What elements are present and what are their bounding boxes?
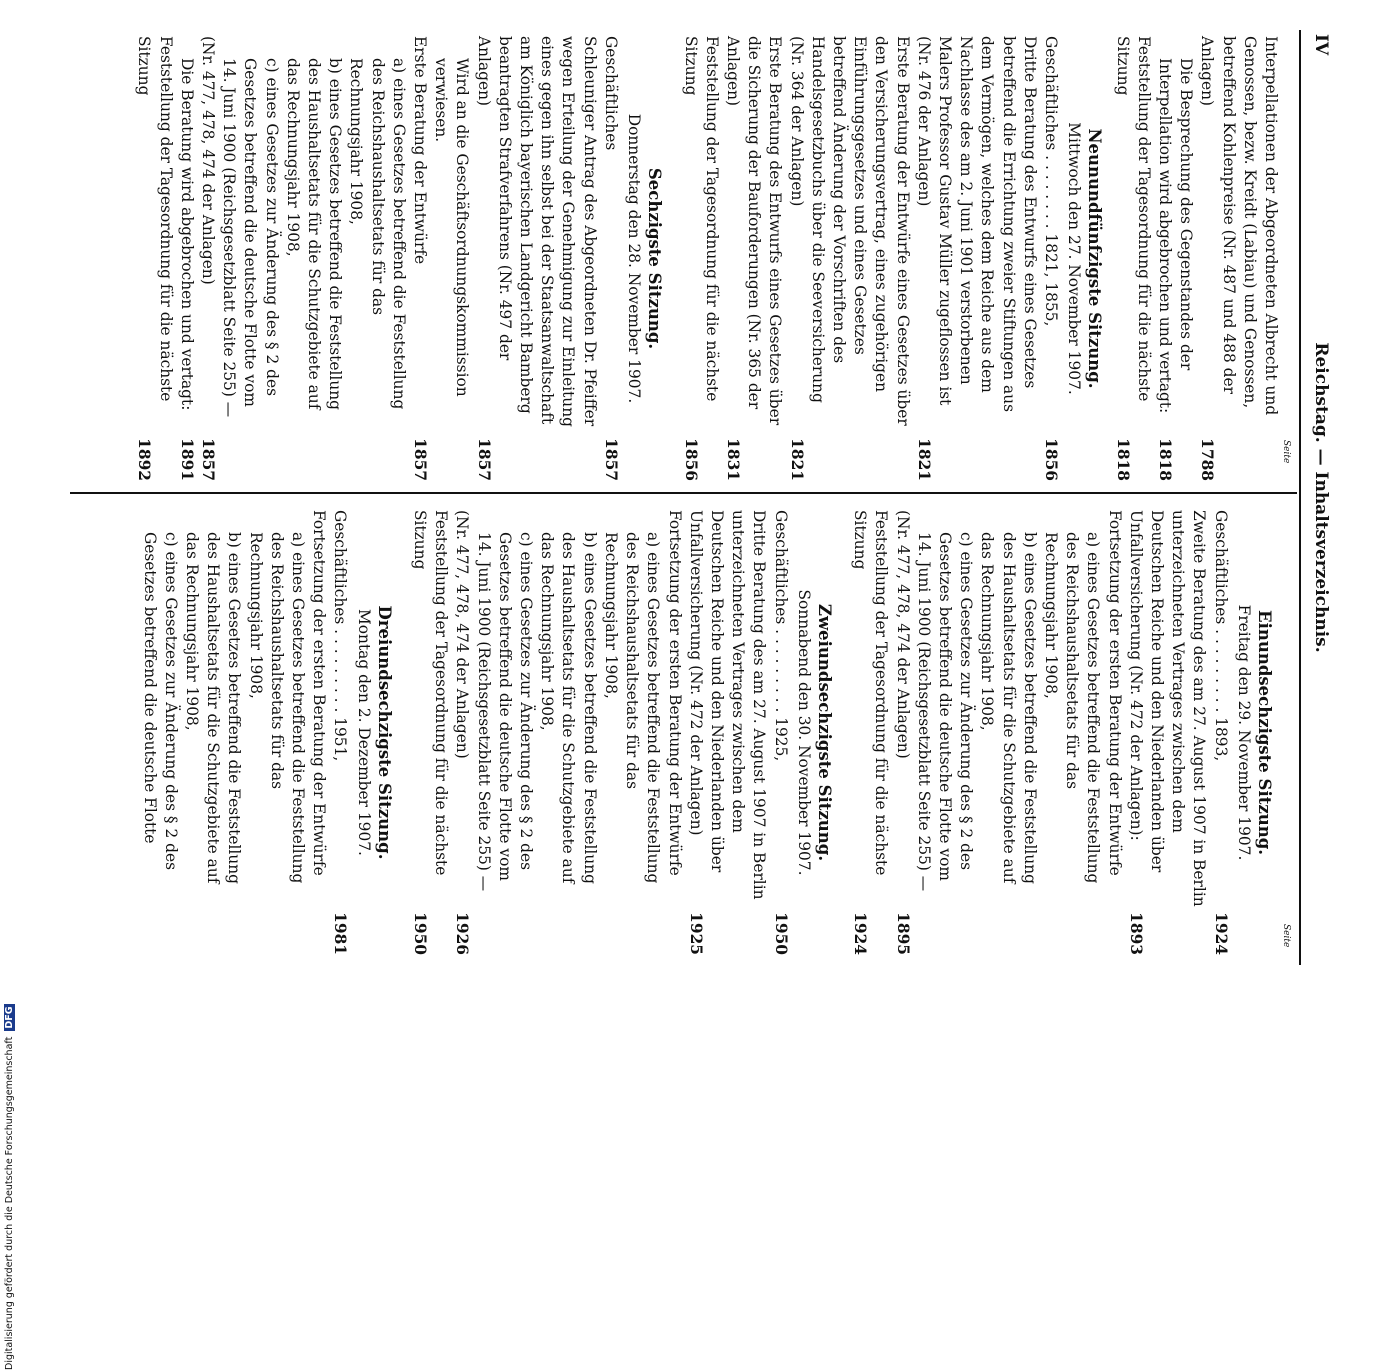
toc-entry [722, 36, 786, 481]
column-divider [70, 492, 1297, 494]
entry-text: b) eines Gesetzes betreffend die Feststellung des Haushaltsetats für die Schutzgebiete auf das Rechnungsjahr 1908, [538, 532, 599, 885]
entry-text: Die Besprechung des Gegenstandes der Interpellation wird abgebrochen und vertagt: [1155, 58, 1196, 414]
toc-entry [176, 58, 197, 481]
toc-entry [1040, 36, 1061, 481]
toc-entry [181, 532, 245, 955]
toc-entry [329, 510, 350, 955]
entry-text: Feststellung der Tagesordnung für die nächste Sitzung [1113, 36, 1153, 402]
entry-page-number: 1857 [199, 438, 218, 481]
entry-page-number: 1924 [851, 912, 870, 955]
entry-page-number: 1925 [686, 912, 705, 955]
session-date: Freitag den 29. November 1907. [1234, 604, 1253, 861]
entry-text: Fortsetzung der ersten Beratung der Entwürfe [1105, 510, 1124, 876]
toc-entry [1196, 36, 1281, 481]
session-title: Dreiundsechzigste Sitzung. [374, 605, 394, 860]
toc-entry [600, 532, 664, 955]
toc-entry [913, 36, 1040, 481]
session-date: Donnerstag den 28. November 1907. [625, 113, 644, 404]
entry-page-number: 1818 [1113, 438, 1132, 481]
toc-entry [345, 58, 409, 481]
entry-page-number: 1924 [1211, 912, 1230, 955]
entry-text: Feststellung der Tagesordnung für die nächste Sitzung [411, 510, 451, 876]
session-60-entries [133, 36, 621, 481]
intro-entries [1111, 36, 1281, 481]
toc-entry [197, 36, 218, 481]
entry-text: (Nr. 477, 478, 474 der Anlagen) [199, 36, 218, 285]
session-62-entries [409, 510, 791, 955]
right-column [138, 510, 1281, 955]
toc-entry [891, 510, 912, 955]
toc-entry [1125, 510, 1210, 955]
toc-entry [785, 36, 912, 481]
entry-text: Feststellung der Tagesordnung für die nächste Sitzung [681, 36, 721, 402]
entry-page-number: 1893 [1126, 912, 1145, 955]
session-date: Sonnabend den 30. November 1907. [794, 589, 813, 876]
toc-entry [1154, 58, 1196, 481]
seite-label-left: Seite [1281, 440, 1291, 464]
entry-text: a) eines Gesetzes betreffend die Feststellung des Reichshaushaltsetats für das Rechnungsjahr 1908, [1041, 532, 1103, 884]
entry-text: Erste Beratung der Entwürfe eines Gesetzes über den Versicherungsvertrag, eines zugehörigen Einführungsgesetzes und eines Gesetzes betreffend Änderung der Vorschriften des Handelsgesetzbuchs über die Seeversicherung (Nr. 364 der Anlagen) [787, 36, 912, 426]
toc-entry [1209, 510, 1230, 955]
entry-text: Zweite Beratung des am 27. August 1907 in Berlin unterzeichneten Vertrages zwischen dem Deutschen Reiche und den Niederlanden über Unfallversicherung (Nr. 472 der Anlagen): [1126, 510, 1209, 907]
toc-entry [308, 510, 329, 955]
entry-text: c) eines Gesetzes zur Änderung des § 2 des Gesetzes betreffend die deutsche Flotte [140, 532, 180, 871]
toc-entry [1103, 510, 1124, 955]
entry-page-number: 1892 [135, 438, 154, 481]
entry-text: b) eines Gesetzes betreffend die Feststellung des Haushaltsetats für die Schutzgebiete auf das Rechnungsjahr 1908, [183, 532, 244, 885]
entry-text: b) eines Gesetzes betreffend die Feststellung des Haushaltsetats für die Schutzgebiete auf das Rechnungsjahr 1908, [283, 58, 345, 411]
entry-text: Geschäftliches [601, 36, 620, 151]
entry-text: Geschäftliches . . . . . . . . 1821, 1855, [1041, 36, 1060, 327]
toc-entry [430, 58, 472, 481]
entry-page-number: 1856 [681, 438, 700, 481]
toc-entry [536, 532, 600, 955]
entry-text: Feststellung der Tagesordnung für die nächste Sitzung [851, 510, 891, 876]
toc-entry [218, 58, 282, 481]
toc-entry [679, 36, 721, 481]
entry-page-number: 1788 [1198, 438, 1217, 481]
toc-entry [472, 532, 536, 955]
session-title: Neunundfünfzigste Sitzung. [1085, 128, 1105, 389]
entry-text: Fortsetzung der ersten Beratung der Entwürfe [665, 510, 684, 876]
session-title: Sechzigste Sitzung. [645, 167, 665, 350]
toc-entry [472, 36, 599, 481]
entry-text: Schleuniger Antrag des Abgeordneten Dr. Pfeiffer wegen Erteilung der Genehmigung zur Einleitung eines gegen ihn selbst bei der Staatsanwaltschaft am Königlich bayerischen Landgericht Bamberg beantragten Strafverfahrens (Nr. 497 der Anlagen) [474, 36, 599, 427]
entry-text: Geschäftliches . . . . . . . . . 1925, [771, 510, 790, 762]
entry-text: Feststellung der Tagesordnung für die nächste Sitzung [135, 36, 175, 402]
seite-label-right: Seite [1281, 924, 1291, 948]
toc-entry [451, 510, 472, 955]
entry-page-number: 1926 [453, 912, 472, 955]
entry-page-number: 1831 [723, 438, 742, 481]
entry-text: Geschäftliches . . . . . . . . . 1893, [1211, 510, 1230, 762]
entry-page-number: 1981 [331, 912, 350, 955]
toc-entry [133, 36, 175, 481]
toc-entry [409, 36, 430, 481]
entry-text: Wird an die Geschäftsordnungskommission verwiesen. [432, 58, 472, 397]
entry-page-number: 1857 [474, 438, 493, 481]
entry-text: Geschäftliches . . . . . . . . . 1951, [331, 510, 350, 762]
entry-page-number: 1950 [771, 912, 790, 955]
entry-text: Erste Beratung der Entwürfe [411, 36, 430, 265]
entry-text: Interpellationen der Abgeordneten Albrecht und Genossen, bezw. Kreidt (Labiau) und Genossen, betreffend Kohlenpreise (Nr. 487 und 488 der Anlagen) [1198, 36, 1280, 416]
entry-text: Dritte Beratung des am 27. August 1907 in Berlin unterzeichneten Vertrages zwischen dem Deutschen Reiche und den Niederlanden über Unfallversicherung (Nr. 472 der Anlagen) [686, 510, 769, 900]
toc-entry [138, 532, 180, 955]
entry-text: Dritte Beratung des Entwurfs eines Gesetzes betreffend die Errichtung zweier Stiftungen aus dem Vermögen, welches dem Reiche aus dem Nachlasse des am 2. Juni 1901 verstorbenen Malers Professor Gustav Müller zugeflossen ist (Nr. 476 der Anlagen) [914, 36, 1039, 413]
entry-text: a) eines Gesetzes betreffend die Feststellung des Reichshaushaltsetats für das Rechnungsjahr 1908, [347, 58, 408, 410]
session-date: Montag den 2. Dezember 1907. [354, 609, 373, 856]
toc-entry [244, 532, 308, 955]
toc-entry [1111, 36, 1153, 481]
toc-entry [685, 510, 770, 955]
entry-text: c) eines Gesetzes zur Änderung des § 2 des Gesetzes betreffend die deutsche Flotte vom 14. Juni 1900 (Reichsgesetzblatt Seite 255) — [220, 58, 281, 418]
entry-page-number: 1821 [914, 438, 933, 481]
toc-entry [1040, 532, 1104, 955]
toc-entry [282, 58, 346, 481]
session-63-entries [138, 510, 350, 955]
entry-page-number: 1891 [177, 438, 196, 481]
header-rule [1299, 30, 1301, 965]
dfg-logo: DFG [4, 1006, 15, 1029]
entry-page-number: 1950 [411, 912, 430, 955]
session-59-entries [679, 36, 1061, 481]
entry-text: a) eines Gesetzes betreffend die Feststellung des Reichshaushaltsetats für das Rechnungsjahr 1908, [601, 532, 663, 884]
entry-text: (Nr. 477, 478, 474 der Anlagen) [893, 510, 912, 759]
sidebar-note [4, 1004, 15, 1370]
session-title: Zweiundsechzigste Sitzung. [814, 603, 834, 862]
entry-text: b) eines Gesetzes betreffend die Feststellung des Haushaltsetats für die Schutzgebiete auf das Rechnungsjahr 1908, [978, 532, 1039, 885]
entry-text: c) eines Gesetzes zur Änderung des § 2 des Gesetzes betreffend die deutsche Flotte vom 14. Juni 1900 (Reichsgesetzblatt Seite 255) — [914, 532, 976, 892]
page-header [1301, 30, 1331, 965]
entry-text: Erste Beratung des Entwurfs eines Gesetzes über die Sicherung der Bauforderungen (Nr. 365 der Anlagen) [723, 36, 785, 426]
page-number: IV [1311, 34, 1331, 56]
entry-text: a) eines Gesetzes betreffend die Feststellung des Reichshaushaltsetats für das Rechnungsjahr 1908, [246, 532, 308, 884]
toc-entry [409, 510, 451, 955]
toc-entry [849, 510, 891, 955]
toc-entry [769, 510, 790, 955]
left-column [133, 36, 1281, 481]
session-date: Mittwoch den 27. November 1907. [1065, 122, 1084, 395]
entry-page-number: 1821 [787, 438, 806, 481]
session-61-entries [849, 510, 1231, 955]
entry-page-number: 1857 [601, 438, 620, 481]
toc-entry [976, 532, 1040, 955]
toc-entry [913, 532, 977, 955]
entry-page-number: 1857 [411, 438, 430, 481]
entry-page-number: 1818 [1155, 438, 1174, 481]
toc-entry [663, 510, 684, 955]
entry-page-number: 1856 [1041, 438, 1060, 481]
entry-text: Fortsetzung der ersten Beratung der Entwürfe [310, 510, 329, 876]
toc-entry [600, 36, 621, 481]
session-title: Einundsechzigste Sitzung. [1255, 610, 1274, 855]
entry-text: (Nr. 477, 478, 474 der Anlagen) [453, 510, 472, 759]
running-title: Reichstag. — Inhaltsverzeichnis. [1311, 342, 1331, 653]
entry-page-number: 1895 [893, 912, 912, 955]
funding-note: Digitalisierung gefördert durch die Deutsche Forschungsgemeinschaft [4, 1036, 15, 1370]
entry-text: Die Beratung wird abgebrochen und vertagt: [177, 58, 196, 411]
entry-text: c) eines Gesetzes zur Änderung des § 2 des Gesetzes betreffend die deutsche Flotte vom 14. Juni 1900 (Reichsgesetzblatt Seite 255) — [474, 532, 536, 892]
